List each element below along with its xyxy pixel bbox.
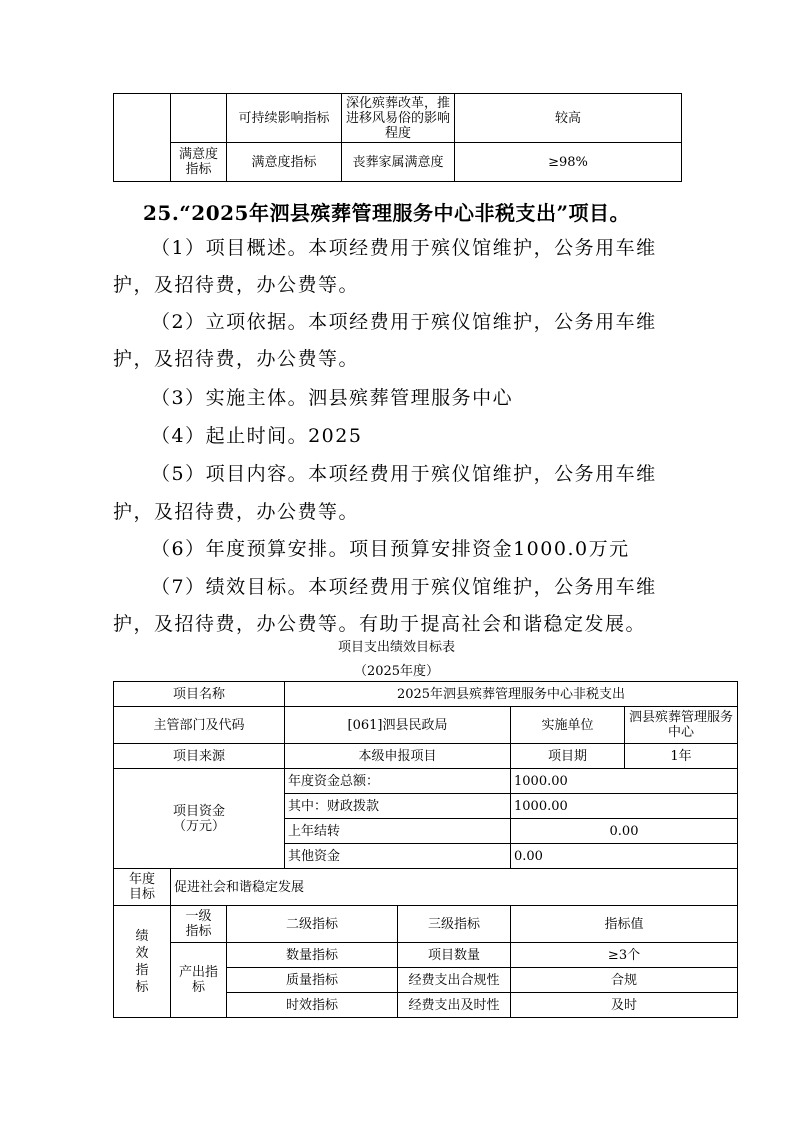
value-cell: 及时 [511, 993, 738, 1018]
indicator-level3-cell: 满意度指标 [227, 143, 342, 182]
annual-goal-value: 促进社会和谐稳定发展 [171, 869, 738, 906]
paragraph-line: （7）绩效目标。本项经费用于殡仪馆维护，公务用车维 [151, 576, 657, 598]
level2-cell: 数量指标 [227, 943, 398, 968]
indicator-level3-cell: 可持续影响指标 [227, 94, 342, 143]
funds-total-value: 1000.00 [511, 769, 738, 794]
funds-other-label: 其他资金 [285, 844, 511, 869]
indicator-desc-cell: 丧葬家属满意度 [342, 143, 455, 182]
funds-carry-value: 0.00 [511, 819, 738, 844]
level2-header: 二级指标 [227, 906, 398, 943]
level3-cell: 项目数量 [398, 943, 511, 968]
table-title: 项目支出绩效目标表 [337, 640, 455, 655]
funds-label-text: 项目资金（万元） [172, 803, 225, 834]
performance-target-table [113, 681, 738, 1018]
paragraph-line: （1）项目概述。本项经费用于殡仪馆维护，公务用车维 [151, 237, 657, 259]
indicator-value-cell: ≥98% [455, 143, 682, 182]
paragraph-line: （3）实施主体。泗县殡葬管理服务中心 [151, 387, 514, 409]
indicator-desc-cell: 深化殡葬改革，推进移风易俗的影响程度 [342, 94, 455, 143]
source-label: 项目来源 [114, 744, 285, 769]
output-indicator-label [171, 943, 227, 1018]
perf-indicator-label [114, 906, 171, 1018]
funds-fiscal-value: 1000.00 [511, 794, 738, 819]
funds-label [114, 769, 285, 869]
level1-header-text: 一级指标 [185, 909, 212, 939]
empty-cell [114, 94, 171, 182]
annual-goal-label-text: 年度目标 [129, 872, 156, 902]
impl-unit-label: 实施单位 [511, 707, 625, 744]
paragraph-line: （4）起止时间。2025 [151, 425, 363, 447]
level1-header [171, 906, 227, 943]
level2-cell: 时效指标 [227, 993, 398, 1018]
top-indicator-table [113, 93, 682, 182]
perf-indicator-label-text: 绩效指标 [135, 928, 149, 995]
indicator-value-cell: 较高 [455, 94, 682, 143]
annual-goal-label [114, 869, 171, 906]
funds-carry-label: 上年结转 [285, 819, 511, 844]
paragraph-line: 护，及招待费，办公费等。有助于提高社会和谐稳定发展。 [113, 613, 647, 635]
satisfaction-label-cell: 满意度指标 [171, 143, 227, 182]
paragraph-line: 护，及招待费，办公费等。 [113, 348, 360, 370]
funds-other-value: 0.00 [511, 844, 738, 869]
value-cell: 合规 [511, 968, 738, 993]
level3-cell: 经费支出及时性 [398, 993, 511, 1018]
table-year: （2025年度） [353, 664, 440, 679]
value-header: 指标值 [511, 906, 738, 943]
level3-cell: 经费支出合规性 [398, 968, 511, 993]
section-heading: 25.“2025年泗县殡葬管理服务中心非税支出”项目。 [143, 201, 630, 225]
paragraph-line: （2）立项依据。本项经费用于殡仪馆维护，公务用车维 [151, 311, 657, 333]
level3-header: 三级指标 [398, 906, 511, 943]
paragraph-line: 护，及招待费，办公费等。 [113, 274, 360, 296]
output-indicator-label-text: 产出指标 [179, 965, 219, 995]
paragraph-line: 护，及招待费，办公费等。 [113, 501, 360, 523]
funds-fiscal-label: 其中：财政拨款 [285, 794, 511, 819]
impl-unit-value: 泗县殡葬管理服务中心 [625, 707, 738, 744]
funds-total-label: 年度资金总额： [285, 769, 511, 794]
project-name-value: 2025年泗县殡葬管理服务中心非税支出 [285, 682, 738, 707]
value-cell: ≥3个 [511, 943, 738, 968]
paragraph-line: （5）项目内容。本项经费用于殡仪馆维护，公务用车维 [151, 463, 657, 485]
dept-value: [061]泗县民政局 [285, 707, 511, 744]
level2-cell: 质量指标 [227, 968, 398, 993]
period-label: 项目期 [511, 744, 625, 769]
empty-cell [171, 94, 227, 143]
dept-label: 主管部门及代码 [114, 707, 285, 744]
project-name-label: 项目名称 [114, 682, 285, 707]
period-value: 1年 [625, 744, 738, 769]
paragraph-line: （6）年度预算安排。项目预算安排资金1000.0万元 [151, 538, 630, 560]
source-value: 本级申报项目 [285, 744, 511, 769]
